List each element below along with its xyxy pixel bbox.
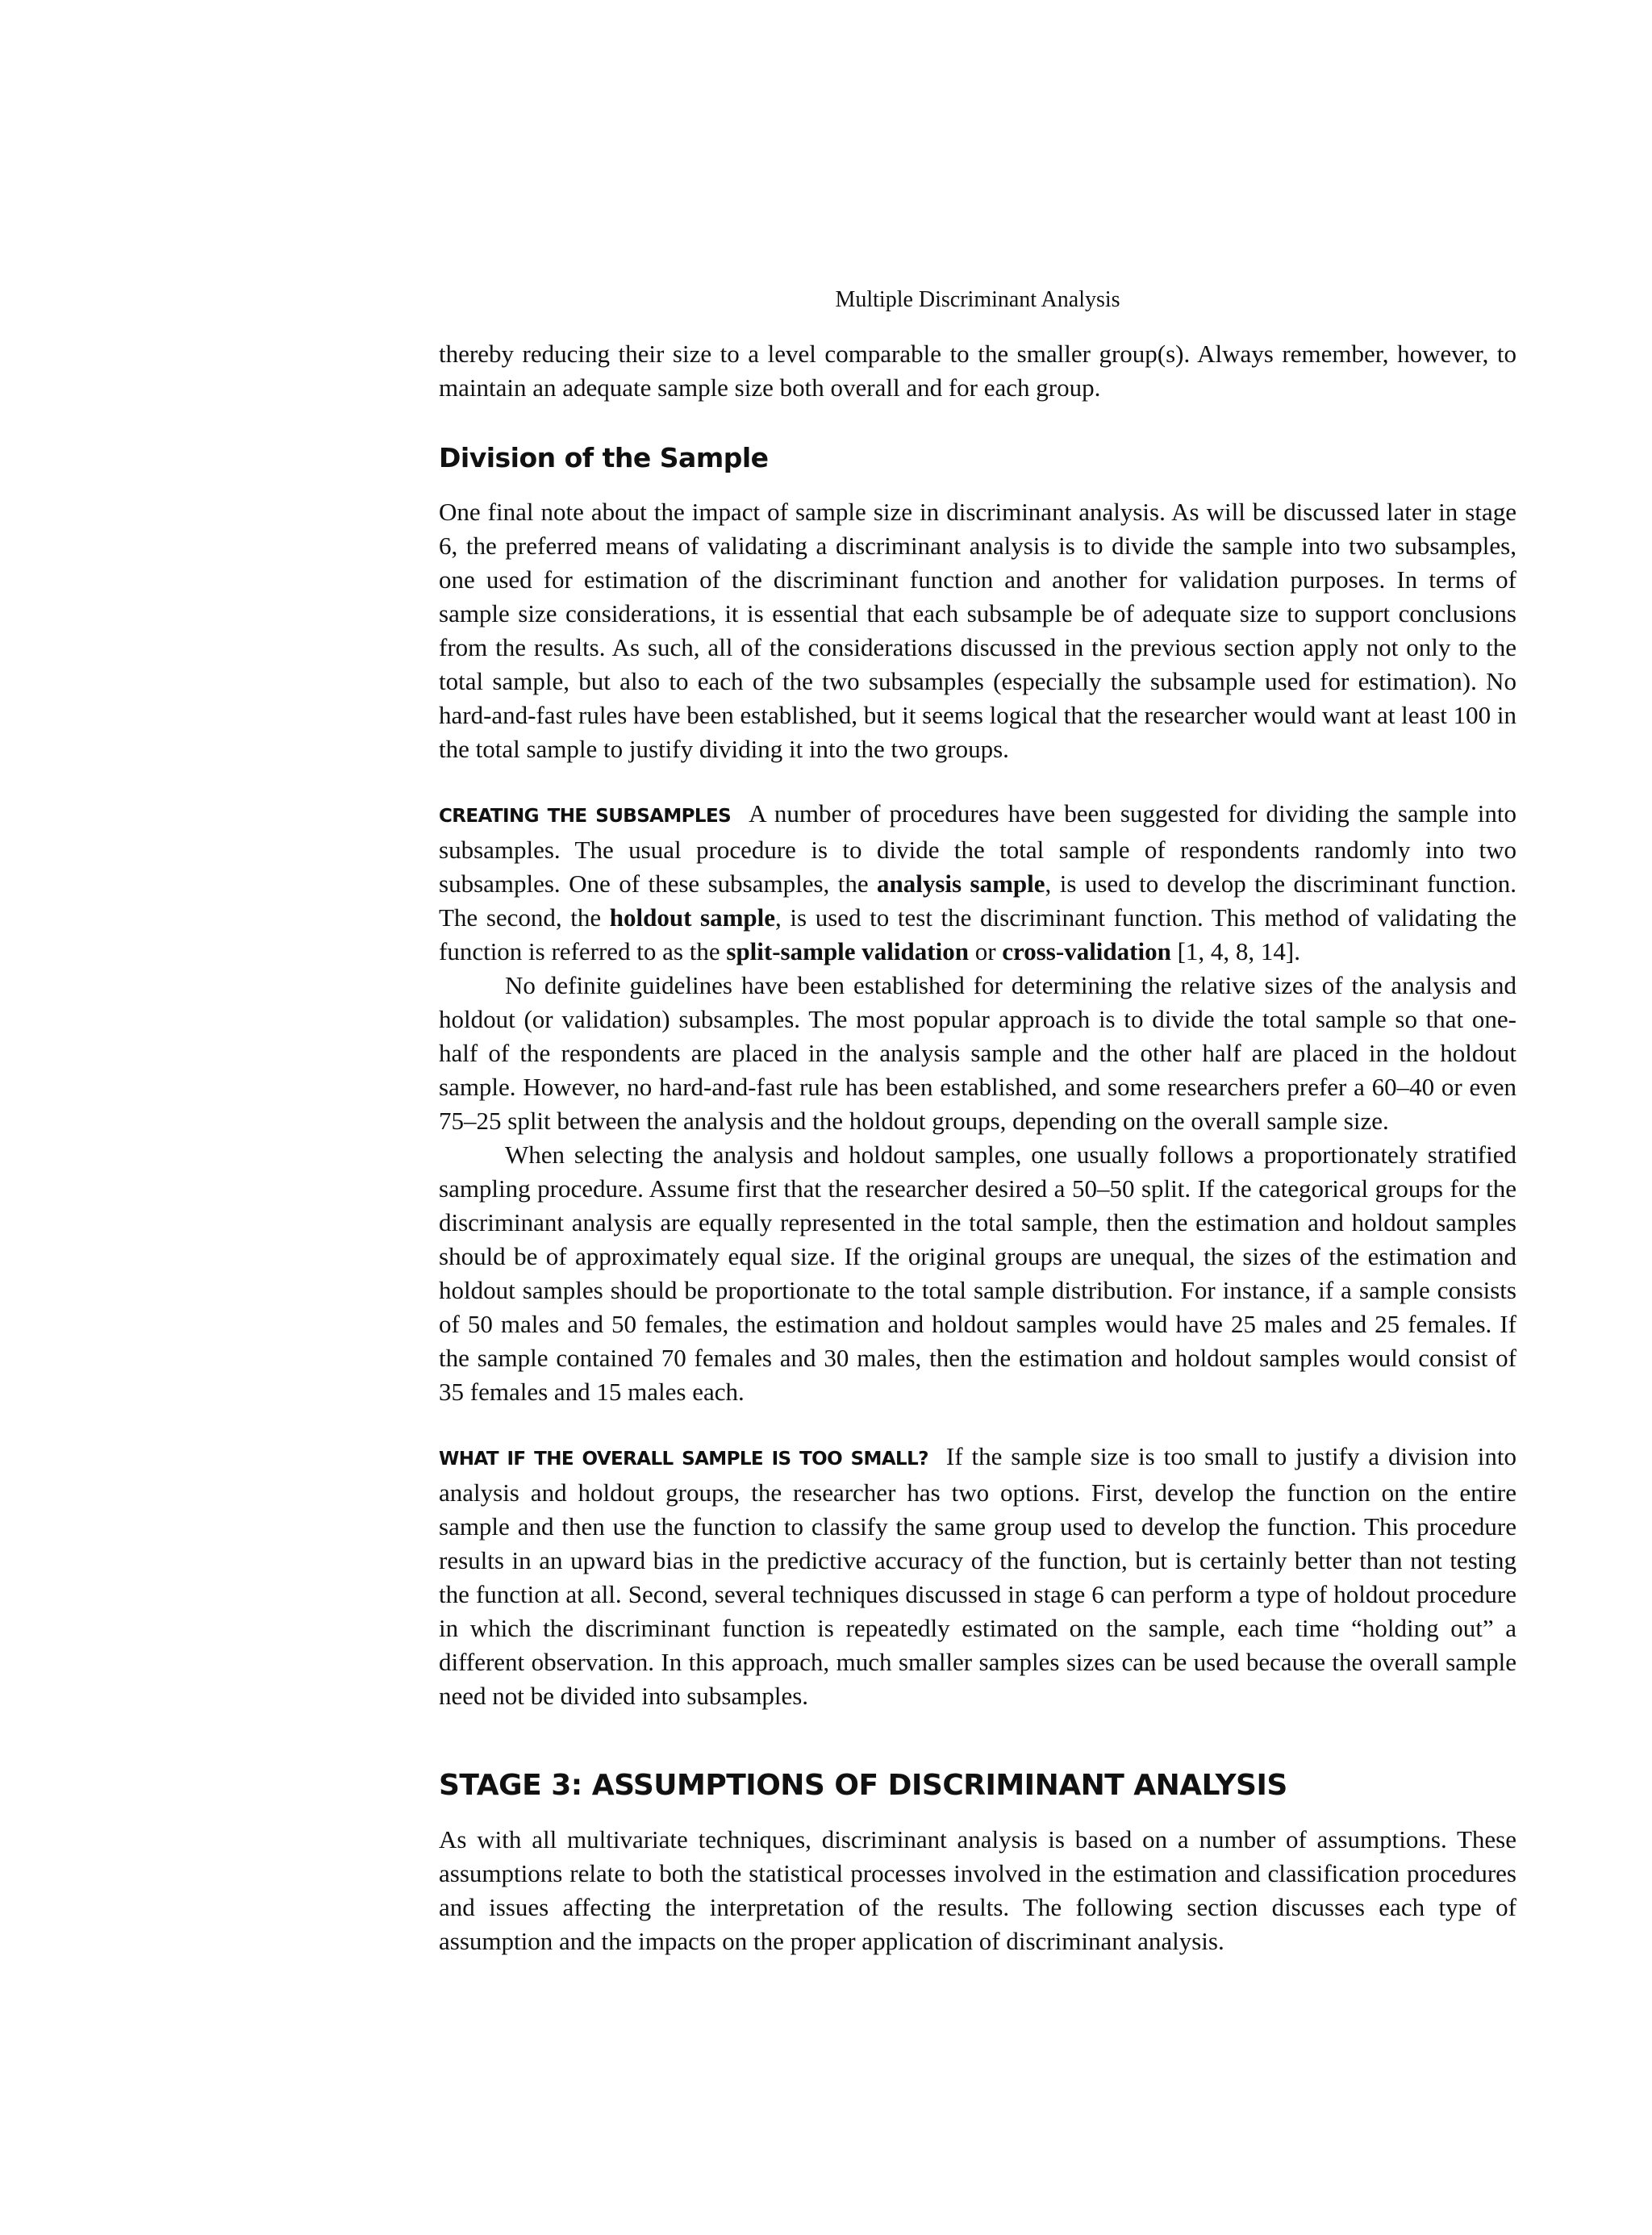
creating-subsamples-paragraph-1	[439, 797, 1516, 969]
text-run: A number of procedures have been suggested for dividing the sample into subsamples. The usual procedure is to divide the total sample of respondents randomly into two subsamples. One of these subsamples, the	[439, 799, 1516, 898]
text-run: If the sample size is too small to justify a division into analysis and holdout groups, the researcher has two options. First, develop the function on the entire sample and then use the function to classify the same group used to develop the function. This procedure results in an upward bias in the predictive accuracy of the function, but is certainly better than not testing the function at all. Second, several techniques discussed in stage 6 can perform a type of holdout procedure in which the discriminant function is repeatedly estimated on the sample, each time “holding out” a different observation. In this approach, much smaller samples sizes can be used because the overall sample need not be divided into subsamples.	[439, 1442, 1516, 1710]
term-split-sample-validation: split-sample validation	[726, 937, 969, 965]
term-holdout-sample: holdout sample	[609, 903, 776, 932]
creating-subsamples-runin-heading: CREATING THE SUBSAMPLES	[439, 806, 732, 827]
stage-3-heading: STAGE 3: ASSUMPTIONS OF DISCRIMINANT ANALYSIS	[439, 1769, 1287, 1802]
too-small-runin-heading: WHAT IF THE OVERALL SAMPLE IS TOO SMALL?	[439, 1449, 928, 1470]
page-content	[439, 337, 1516, 1958]
term-analysis-sample: analysis sample	[877, 869, 1045, 898]
text-run: or	[968, 937, 1003, 965]
text-run: , is used to develop the discriminant function. The second, the	[439, 869, 1516, 932]
stage-3-paragraph: As with all multivariate techniques, discriminant analysis is based on a number of assumptions. These assumptions relate to both the statistical processes involved in the estimation and classification procedures and issues affecting the interpretation of the results. The following section discusses each type of assumption and the impacts on the proper application of discriminant analysis.	[439, 1825, 1516, 1955]
division-of-sample-heading: Division of the Sample	[439, 442, 769, 473]
text-run: , is used to test the discriminant function. This method of validating the function is referred to as the	[439, 903, 1516, 965]
creating-subsamples-paragraph-2: No definite guidelines have been established for determining the relative sizes of the analysis and holdout (or validation) subsamples. The most popular approach is to divide the total sample so that one-half of the respondents are placed in the analysis sample and the other half are placed in the holdout sample. However, no hard-and-fast rule has been established, and some researchers prefer a 60–40 or even 75–25 split between the analysis and the holdout groups, depending on the overall sample size.	[439, 971, 1516, 1135]
too-small-paragraph	[439, 1440, 1516, 1713]
creating-subsamples-paragraph-3: When selecting the analysis and holdout samples, one usually follows a proportionately stratified sampling procedure. Assume first that the researcher desired a 50–50 split. If the categorical groups for the discriminant analysis are equally represented in the total sample, then the estimation and holdout samples should be of approximately equal size. If the original groups are unequal, the sizes of the estimation and holdout samples should be proportionate to the total sample distribution. For instance, if a sample consists of 50 males and 50 females, the estimation and holdout samples would have 25 males and 25 females. If the sample contained 70 females and 30 males, then the estimation and holdout samples would consist of 35 females and 15 males each.	[439, 1140, 1516, 1406]
division-of-sample-paragraph: One final note about the impact of sample size in discriminant analysis. As will be discussed later in stage 6, the preferred means of validating a discriminant analysis is to divide the sample into two subsamples, one used for estimation of the discriminant function and another for validation purposes. In terms of sample size considerations, it is essential that each subsample be of adequate size to support conclusions from the results. As such, all of the considerations discussed in the previous section apply not only to the total sample, but also to each of the two subsamples (especially the subsample used for estimation). No hard-and-fast rules have been established, but it seems logical that the researcher would want at least 100 in the total sample to justify dividing it into the two groups.	[439, 498, 1516, 763]
running-head: Multiple Discriminant Analysis	[835, 287, 1120, 312]
intro-paragraph: thereby reducing their size to a level comparable to the smaller group(s). Always remember, however, to maintain an adequate sample size both overall and for each group.	[439, 340, 1516, 402]
term-cross-validation: cross-validation	[1002, 937, 1171, 965]
text-run: [1, 4, 8, 14].	[1170, 937, 1300, 965]
